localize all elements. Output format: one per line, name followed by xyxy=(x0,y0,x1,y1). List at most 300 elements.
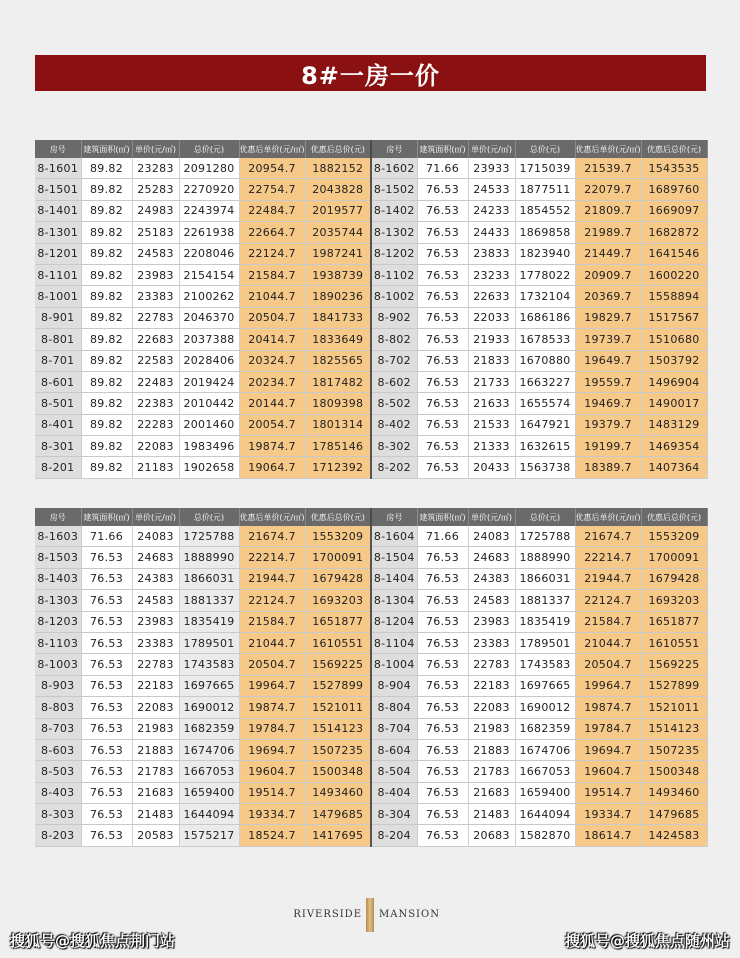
table-cell: 76.53 xyxy=(417,632,468,653)
table1-header-cell: 单价(元/㎡) xyxy=(468,140,515,158)
table-cell: 24683 xyxy=(132,547,179,568)
table-row xyxy=(35,179,707,200)
table-cell: 2035744 xyxy=(305,222,371,243)
table-row xyxy=(35,782,707,803)
table-cell: 18524.7 xyxy=(239,825,305,846)
table-cell: 76.53 xyxy=(417,675,468,696)
table-cell: 1514123 xyxy=(641,718,707,739)
table2-header-cell: 房号 xyxy=(371,508,417,526)
table-cell: 22124.7 xyxy=(239,243,305,264)
table-cell: 19514.7 xyxy=(239,782,305,803)
table-cell: 1655574 xyxy=(515,393,575,414)
table-cell: 2019424 xyxy=(179,371,239,392)
table-cell: 1902658 xyxy=(179,457,239,478)
table-cell: 1881337 xyxy=(515,590,575,611)
price-table-2 xyxy=(35,508,707,847)
table-cell: 21449.7 xyxy=(575,243,641,264)
table-row xyxy=(35,654,707,675)
table-cell: 22033 xyxy=(468,307,515,328)
table-row xyxy=(35,457,707,478)
table1-header-cell: 建筑面积(㎡) xyxy=(81,140,132,158)
table-cell: 1823940 xyxy=(515,243,575,264)
table-row xyxy=(35,547,707,568)
table-cell: 20954.7 xyxy=(239,158,305,179)
table-cell: 1854552 xyxy=(515,200,575,221)
table-cell: 22754.7 xyxy=(239,179,305,200)
table-cell: 76.53 xyxy=(417,222,468,243)
table-cell: 1521011 xyxy=(641,697,707,718)
table-cell: 19784.7 xyxy=(239,718,305,739)
table-cell: 76.53 xyxy=(417,179,468,200)
table-cell: 8-501 xyxy=(35,393,81,414)
table-cell: 25283 xyxy=(132,179,179,200)
table-cell: 8-701 xyxy=(35,350,81,371)
table-cell: 20144.7 xyxy=(239,393,305,414)
table-cell: 21983 xyxy=(468,718,515,739)
table-cell: 1500348 xyxy=(641,761,707,782)
table-cell: 8-1103 xyxy=(35,632,81,653)
table2-header-cell: 总价(元) xyxy=(179,508,239,526)
table-row xyxy=(35,697,707,718)
table-cell: 20234.7 xyxy=(239,371,305,392)
table2-header-cell: 单价(元/㎡) xyxy=(132,508,179,526)
table-cell: 76.53 xyxy=(81,804,132,825)
table-cell: 1679428 xyxy=(641,568,707,589)
table-cell: 1651877 xyxy=(305,611,371,632)
table-cell: 76.53 xyxy=(81,761,132,782)
table-cell: 1483129 xyxy=(641,414,707,435)
table-cell: 2100262 xyxy=(179,286,239,307)
table-cell: 8-1001 xyxy=(35,286,81,307)
table2-header-cell: 总价(元) xyxy=(515,508,575,526)
page-title: 8#一房一价 xyxy=(35,55,706,91)
table-cell: 1678533 xyxy=(515,329,575,350)
table-cell: 21483 xyxy=(132,804,179,825)
table-cell: 1743583 xyxy=(515,654,575,675)
table-cell: 23933 xyxy=(468,158,515,179)
table-cell: 22283 xyxy=(132,414,179,435)
table-cell: 1496904 xyxy=(641,371,707,392)
table-cell: 2037388 xyxy=(179,329,239,350)
table-cell: 1866031 xyxy=(179,568,239,589)
table-cell: 76.53 xyxy=(81,782,132,803)
table-cell: 1644094 xyxy=(515,804,575,825)
table-cell: 19964.7 xyxy=(575,675,641,696)
table-row xyxy=(35,243,707,264)
table-cell: 19649.7 xyxy=(575,350,641,371)
table1-header-cell: 总价(元) xyxy=(179,140,239,158)
table-cell: 1610551 xyxy=(305,632,371,653)
table-cell: 76.53 xyxy=(81,697,132,718)
table-cell: 1835419 xyxy=(179,611,239,632)
table-cell: 89.82 xyxy=(81,243,132,264)
table-cell: 2270920 xyxy=(179,179,239,200)
table-cell: 76.53 xyxy=(417,264,468,285)
table-cell: 76.53 xyxy=(81,632,132,653)
table-cell: 21533 xyxy=(468,414,515,435)
table-cell: 22214.7 xyxy=(575,547,641,568)
table-cell: 1563738 xyxy=(515,457,575,478)
table-cell: 8-503 xyxy=(35,761,81,782)
table-cell: 19379.7 xyxy=(575,414,641,435)
table-cell: 21983 xyxy=(132,718,179,739)
table-cell: 76.53 xyxy=(81,675,132,696)
table-cell: 1743583 xyxy=(179,654,239,675)
table-cell: 8-1604 xyxy=(371,526,417,547)
table1-header-cell: 优惠后总价(元) xyxy=(641,140,707,158)
table-cell: 23983 xyxy=(468,611,515,632)
table-cell: 21733 xyxy=(468,371,515,392)
table-cell: 1686186 xyxy=(515,307,575,328)
table-cell: 22783 xyxy=(132,654,179,675)
table-cell: 8-1101 xyxy=(35,264,81,285)
table-cell: 23383 xyxy=(132,286,179,307)
table-cell: 89.82 xyxy=(81,350,132,371)
table-cell: 76.53 xyxy=(417,393,468,414)
table2-header-cell: 建筑面积(㎡) xyxy=(81,508,132,526)
table-cell: 1670880 xyxy=(515,350,575,371)
table-cell: 1667053 xyxy=(515,761,575,782)
table-cell: 21674.7 xyxy=(239,526,305,547)
table-cell: 8-1501 xyxy=(35,179,81,200)
table-cell: 8-1302 xyxy=(371,222,417,243)
table-row xyxy=(35,200,707,221)
table-cell: 1514123 xyxy=(305,718,371,739)
table-cell: 23833 xyxy=(468,243,515,264)
table-cell: 2019577 xyxy=(305,200,371,221)
table-cell: 2001460 xyxy=(179,414,239,435)
table-row xyxy=(35,158,707,179)
table-cell: 89.82 xyxy=(81,200,132,221)
table-row xyxy=(35,761,707,782)
table-cell: 1679428 xyxy=(305,568,371,589)
table-cell: 1938739 xyxy=(305,264,371,285)
table-cell: 89.82 xyxy=(81,179,132,200)
table-cell: 8-504 xyxy=(371,761,417,782)
table-row xyxy=(35,804,707,825)
table-cell: 8-1504 xyxy=(371,547,417,568)
table-cell: 8-1503 xyxy=(35,547,81,568)
table-cell: 8-1002 xyxy=(371,286,417,307)
table-cell: 1527899 xyxy=(305,675,371,696)
table-cell: 1789501 xyxy=(515,632,575,653)
table-cell: 8-601 xyxy=(35,371,81,392)
table-cell: 89.82 xyxy=(81,307,132,328)
table-cell: 8-1102 xyxy=(371,264,417,285)
table-cell: 1493460 xyxy=(305,782,371,803)
table-cell: 8-602 xyxy=(371,371,417,392)
table-cell: 1479685 xyxy=(305,804,371,825)
table-cell: 21333 xyxy=(468,436,515,457)
table-cell: 8-1004 xyxy=(371,654,417,675)
table-cell: 8-803 xyxy=(35,697,81,718)
table-cell: 1725788 xyxy=(179,526,239,547)
table-cell: 2010442 xyxy=(179,393,239,414)
table-cell: 19964.7 xyxy=(239,675,305,696)
table-cell: 1553209 xyxy=(305,526,371,547)
table-cell: 1575217 xyxy=(179,825,239,846)
table-cell: 1521011 xyxy=(305,697,371,718)
table-cell: 89.82 xyxy=(81,371,132,392)
table-cell: 24983 xyxy=(132,200,179,221)
table2-header-cell: 优惠后总价(元) xyxy=(641,508,707,526)
table-row xyxy=(35,739,707,760)
table-cell: 21783 xyxy=(132,761,179,782)
table-cell: 76.53 xyxy=(417,350,468,371)
table-cell: 1674706 xyxy=(179,739,239,760)
table2-header-cell: 优惠后单价(元/㎡) xyxy=(575,508,641,526)
watermark-left: 搜狐号@搜狐焦点荆门站 xyxy=(10,932,176,950)
logo-text-right: MANSION xyxy=(379,909,440,920)
table-cell: 2091280 xyxy=(179,158,239,179)
table-cell: 22783 xyxy=(468,654,515,675)
table-cell: 8-1404 xyxy=(371,568,417,589)
table-cell: 1690012 xyxy=(179,697,239,718)
table-cell: 2243974 xyxy=(179,200,239,221)
table-cell: 1785146 xyxy=(305,436,371,457)
table-cell: 8-401 xyxy=(35,414,81,435)
table-cell: 76.53 xyxy=(417,825,468,846)
table-cell: 24533 xyxy=(468,179,515,200)
table-cell: 1569225 xyxy=(641,654,707,675)
table-cell: 76.53 xyxy=(81,547,132,568)
table-cell: 8-1304 xyxy=(371,590,417,611)
table-cell: 1881337 xyxy=(179,590,239,611)
table-cell: 76.53 xyxy=(417,611,468,632)
table-cell: 22083 xyxy=(132,697,179,718)
table-cell: 2154154 xyxy=(179,264,239,285)
table-row xyxy=(35,222,707,243)
table-cell: 21809.7 xyxy=(575,200,641,221)
table-cell: 21944.7 xyxy=(239,568,305,589)
table-cell: 76.53 xyxy=(417,590,468,611)
table-row xyxy=(35,307,707,328)
table-cell: 8-201 xyxy=(35,457,81,478)
table-cell: 21683 xyxy=(468,782,515,803)
table-cell: 1809398 xyxy=(305,393,371,414)
table-cell: 76.53 xyxy=(81,654,132,675)
table-cell: 76.53 xyxy=(81,825,132,846)
price-table-1-grid xyxy=(35,140,708,479)
table-cell: 20054.7 xyxy=(239,414,305,435)
table-cell: 89.82 xyxy=(81,393,132,414)
table-cell: 22683 xyxy=(132,329,179,350)
table-cell: 1669097 xyxy=(641,200,707,221)
table-cell: 1833649 xyxy=(305,329,371,350)
table2-header-cell: 房号 xyxy=(35,508,81,526)
table-cell: 76.53 xyxy=(81,611,132,632)
table-cell: 8-204 xyxy=(371,825,417,846)
table-cell: 8-902 xyxy=(371,307,417,328)
table-cell: 8-1602 xyxy=(371,158,417,179)
table-row xyxy=(35,264,707,285)
table-cell: 8-903 xyxy=(35,675,81,696)
table-cell: 1869858 xyxy=(515,222,575,243)
table-cell: 24583 xyxy=(132,590,179,611)
table-row xyxy=(35,286,707,307)
table-cell: 22079.7 xyxy=(575,179,641,200)
table-cell: 22083 xyxy=(132,436,179,457)
table-cell: 8-1403 xyxy=(35,568,81,589)
table-cell: 19739.7 xyxy=(575,329,641,350)
table-cell: 24383 xyxy=(132,568,179,589)
table-cell: 1610551 xyxy=(641,632,707,653)
table-cell: 8-302 xyxy=(371,436,417,457)
table-cell: 8-1104 xyxy=(371,632,417,653)
table-cell: 20414.7 xyxy=(239,329,305,350)
table-cell: 21683 xyxy=(132,782,179,803)
table-cell: 89.82 xyxy=(81,222,132,243)
table-row xyxy=(35,371,707,392)
table-cell: 1801314 xyxy=(305,414,371,435)
table-cell: 1841733 xyxy=(305,307,371,328)
table-cell: 1690012 xyxy=(515,697,575,718)
table-cell: 89.82 xyxy=(81,414,132,435)
table-cell: 8-1303 xyxy=(35,590,81,611)
table-cell: 76.53 xyxy=(417,782,468,803)
table-cell: 1632615 xyxy=(515,436,575,457)
table-cell: 1712392 xyxy=(305,457,371,478)
table-cell: 21783 xyxy=(468,761,515,782)
table-cell: 21933 xyxy=(468,329,515,350)
table-cell: 19604.7 xyxy=(575,761,641,782)
table-cell: 8-1601 xyxy=(35,158,81,179)
table-cell: 8-604 xyxy=(371,739,417,760)
table-cell: 8-1003 xyxy=(35,654,81,675)
table-cell: 76.53 xyxy=(417,547,468,568)
table-cell: 21633 xyxy=(468,393,515,414)
table-cell: 18389.7 xyxy=(575,457,641,478)
table-cell: 1987241 xyxy=(305,243,371,264)
table-cell: 1697665 xyxy=(179,675,239,696)
table-cell: 1697665 xyxy=(515,675,575,696)
table-cell: 8-904 xyxy=(371,675,417,696)
table-cell: 76.53 xyxy=(81,718,132,739)
table-cell: 20369.7 xyxy=(575,286,641,307)
table-cell: 18614.7 xyxy=(575,825,641,846)
table-cell: 8-301 xyxy=(35,436,81,457)
table-cell: 76.53 xyxy=(417,568,468,589)
table-cell: 2261938 xyxy=(179,222,239,243)
table-cell: 1682359 xyxy=(515,718,575,739)
table-cell: 23283 xyxy=(132,158,179,179)
table-cell: 1882152 xyxy=(305,158,371,179)
table-cell: 1778022 xyxy=(515,264,575,285)
logo-mark-icon xyxy=(366,898,374,932)
table-cell: 1693203 xyxy=(641,590,707,611)
table-cell: 24583 xyxy=(468,590,515,611)
table-cell: 1789501 xyxy=(179,632,239,653)
table-cell: 23383 xyxy=(132,632,179,653)
table-row xyxy=(35,568,707,589)
table-cell: 19334.7 xyxy=(239,804,305,825)
table-cell: 1674706 xyxy=(515,739,575,760)
table-cell: 1888990 xyxy=(179,547,239,568)
table-cell: 21989.7 xyxy=(575,222,641,243)
table-cell: 22124.7 xyxy=(239,590,305,611)
table1-header-cell: 单价(元/㎡) xyxy=(132,140,179,158)
table-row xyxy=(35,526,707,547)
table-cell: 21584.7 xyxy=(239,611,305,632)
table-cell: 23983 xyxy=(132,264,179,285)
table-cell: 76.53 xyxy=(81,590,132,611)
table-cell: 1507235 xyxy=(305,739,371,760)
table-cell: 1641546 xyxy=(641,243,707,264)
table-cell: 89.82 xyxy=(81,436,132,457)
table-row xyxy=(35,414,707,435)
table-cell: 1469354 xyxy=(641,436,707,457)
table-cell: 23983 xyxy=(132,611,179,632)
table-cell: 89.82 xyxy=(81,158,132,179)
table-cell: 1503792 xyxy=(641,350,707,371)
table-cell: 21584.7 xyxy=(239,264,305,285)
table-cell: 1689760 xyxy=(641,179,707,200)
price-table-1 xyxy=(35,140,707,479)
table-cell: 1715039 xyxy=(515,158,575,179)
table-cell: 1651877 xyxy=(641,611,707,632)
table-cell: 1527899 xyxy=(641,675,707,696)
table-cell: 1507235 xyxy=(641,739,707,760)
table-cell: 19874.7 xyxy=(239,697,305,718)
table-cell: 76.53 xyxy=(417,654,468,675)
table-cell: 1600220 xyxy=(641,264,707,285)
table-row xyxy=(35,632,707,653)
table-cell: 19874.7 xyxy=(239,436,305,457)
table-cell: 19694.7 xyxy=(239,739,305,760)
table-cell: 21483 xyxy=(468,804,515,825)
table-cell: 8-1203 xyxy=(35,611,81,632)
table-row xyxy=(35,393,707,414)
table-cell: 8-404 xyxy=(371,782,417,803)
price-table-2-grid xyxy=(35,508,708,847)
table2-header-cell: 优惠后单价(元/㎡) xyxy=(239,508,305,526)
table2-header-cell: 优惠后总价(元) xyxy=(305,508,371,526)
table-cell: 21883 xyxy=(468,739,515,760)
table-cell: 76.53 xyxy=(417,200,468,221)
table-cell: 21833 xyxy=(468,350,515,371)
table-cell: 1667053 xyxy=(179,761,239,782)
table-cell: 8-1402 xyxy=(371,200,417,221)
table-row xyxy=(35,611,707,632)
table-cell: 1424583 xyxy=(641,825,707,846)
table-cell: 23383 xyxy=(468,632,515,653)
table-cell: 19604.7 xyxy=(239,761,305,782)
table-cell: 1825565 xyxy=(305,350,371,371)
table-cell: 1835419 xyxy=(515,611,575,632)
table-cell: 20433 xyxy=(468,457,515,478)
table-cell: 22383 xyxy=(132,393,179,414)
table-cell: 8-502 xyxy=(371,393,417,414)
table-cell: 8-203 xyxy=(35,825,81,846)
table-cell: 76.53 xyxy=(417,286,468,307)
table-cell: 25183 xyxy=(132,222,179,243)
table1-header-cell: 优惠后总价(元) xyxy=(305,140,371,158)
table-cell: 1490017 xyxy=(641,393,707,414)
table-cell: 1569225 xyxy=(305,654,371,675)
table-cell: 76.53 xyxy=(417,371,468,392)
table-cell: 8-704 xyxy=(371,718,417,739)
table-cell: 22083 xyxy=(468,697,515,718)
table-cell: 1582870 xyxy=(515,825,575,846)
table-cell: 20909.7 xyxy=(575,264,641,285)
table-cell: 22783 xyxy=(132,307,179,328)
table-cell: 22583 xyxy=(132,350,179,371)
table-cell: 76.53 xyxy=(417,329,468,350)
table-cell: 22183 xyxy=(468,675,515,696)
table-cell: 22483 xyxy=(132,371,179,392)
table-cell: 1417695 xyxy=(305,825,371,846)
table-cell: 20504.7 xyxy=(239,654,305,675)
